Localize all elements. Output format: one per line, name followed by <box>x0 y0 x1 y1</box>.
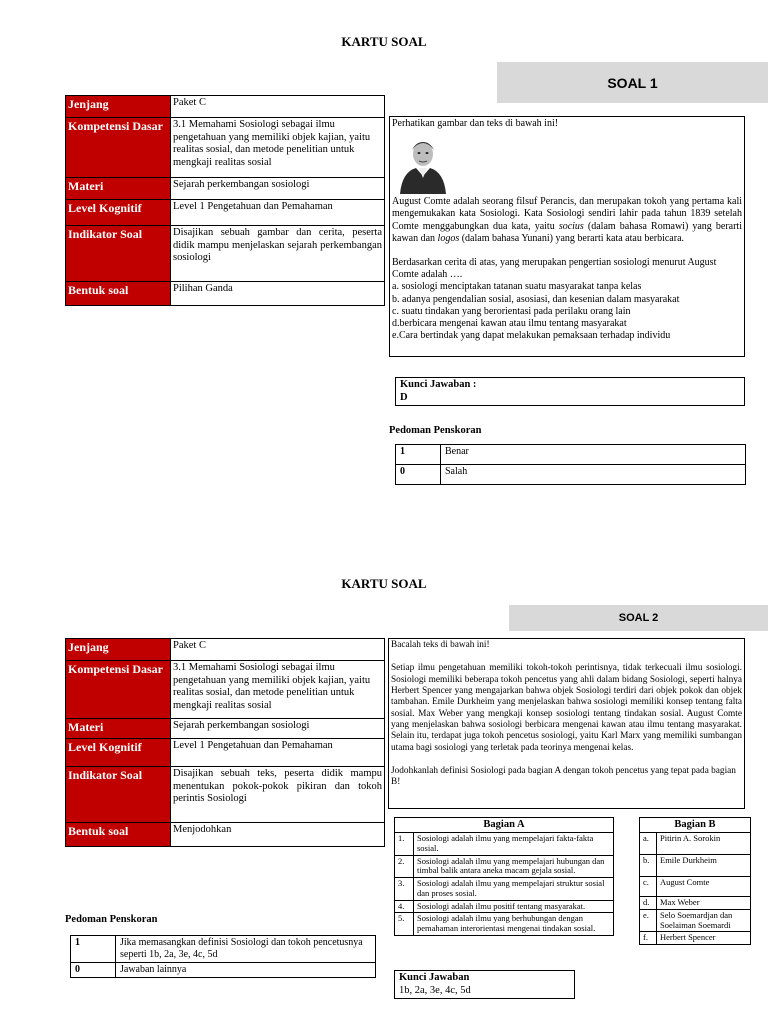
answer-key-label: Kunci Jawaban <box>399 972 470 983</box>
info-label: Materi <box>66 178 171 200</box>
info-value: Level 1 Pengetahuan dan Pemahaman <box>171 739 385 767</box>
answer-key-label: Kunci Jawaban : <box>400 379 477 390</box>
bagian-a-row <box>395 855 614 878</box>
answer-key-value: 1b, 2a, 3e, 4c, 5d <box>399 984 471 996</box>
card2-scoring-title: Pedoman Penskoran <box>65 914 158 925</box>
info-row <box>66 178 385 200</box>
question-intro: Perhatikan gambar dan teks di bawah ini! <box>392 118 559 129</box>
answer-key-value: D <box>400 391 408 403</box>
info-label: Kompetensi Dasar <box>66 118 171 178</box>
info-value: Sejarah perkembangan sosiologi <box>171 719 385 739</box>
info-label: Bentuk soal <box>66 282 171 306</box>
info-value: Pilihan Ganda <box>171 282 385 306</box>
card1-info-table <box>65 95 385 306</box>
item-text: Sosiologi adalah ilmu positif tentang masyarakat. <box>414 900 614 913</box>
bagian-b-row <box>640 909 751 932</box>
paragraph-part: August Comte adalah seorang filsuf Perancis, dan merupakan tokoh yang pertama kali mengemukakan kata Sosiologi. Kata Sosiologi sendiri lahir pada tahun 1839 setelah Comte menggabungkan dua kata, yaitu <box>392 196 742 232</box>
item-text: Emile Durkheim <box>657 855 751 877</box>
score-value: 0 <box>71 963 116 978</box>
score-desc: Benar <box>441 445 746 465</box>
info-label: Jenjang <box>66 96 171 118</box>
scoring-row <box>396 445 746 465</box>
item-letter: c. <box>640 877 657 897</box>
info-label: Level Kognitif <box>66 200 171 226</box>
bagian-a-table <box>394 817 614 936</box>
info-row <box>66 639 385 661</box>
question-paragraph <box>392 196 742 245</box>
card2-question-box <box>388 638 745 809</box>
card1-title: KARTU SOAL <box>341 34 427 49</box>
card2-soal-label: SOAL 2 <box>618 612 659 624</box>
info-value: 3.1 Memahami Sosiologi sebagai ilmu pengetahuan yang memiliki objek kajian, yaitu realitas sosial, dan metode penelitian untuk mengkaji realitas sosial <box>171 118 385 178</box>
score-desc: Jika memasangkan definisi Sosiologi dan tokoh pencetusnya seperti 1b, 2a, 3e, 4c, 5d <box>116 936 376 963</box>
info-label: Indikator Soal <box>66 226 171 282</box>
scoring-row <box>71 936 376 963</box>
card1-scoring-title: Pedoman Penskoran <box>389 425 482 436</box>
score-desc: Salah <box>441 465 746 485</box>
item-letter: a. <box>640 833 657 855</box>
card2-title: KARTU SOAL <box>341 576 427 591</box>
info-value: Disajikan sebuah gambar dan cerita, peserta didik mampu menjelaskan sejarah perkembangan sosiologi <box>171 226 385 282</box>
score-value: 0 <box>396 465 441 485</box>
card1-scoring-table <box>395 444 746 485</box>
option-b: b. adanya pengendalian sosial, asosiasi, dan kesenian dalam masyarakat <box>392 293 680 305</box>
info-label: Jenjang <box>66 639 171 661</box>
option-e: e.Cara bertindak yang dapat melakukan pemaksaan terhadap individu <box>392 330 671 342</box>
item-text: August Comte <box>657 877 751 897</box>
item-number: 4. <box>395 900 414 913</box>
item-number: 2. <box>395 855 414 878</box>
info-row <box>66 823 385 847</box>
info-label: Materi <box>66 719 171 739</box>
item-text: Sosiologi adalah ilmu yang mempelajari struktur sosial dan proses sosial. <box>414 878 614 901</box>
option-d: d.berbicara mengenai kawan atau ilmu tentang masyarakat <box>392 317 627 329</box>
item-number: 3. <box>395 878 414 901</box>
item-letter: b. <box>640 855 657 877</box>
info-value: Menjodohkan <box>171 823 385 847</box>
bagian-b-row <box>640 897 751 910</box>
bagian-b-row <box>640 932 751 945</box>
info-value: Paket C <box>171 639 385 661</box>
info-value: Disajikan sebuah teks, peserta didik mampu menentukan pokok-pokok pikiran dan tokoh perintis Sosiologi <box>171 767 385 823</box>
info-row <box>66 767 385 823</box>
question-paragraph: Setiap ilmu pengetahuan memiliki tokoh-tokoh perintisnya, tidak terkecuali ilmu sosiologi. Sosiologi memiliki beberapa tokoh pencetus yang ahli dalam bidang Sosiologi, seperti halnya Herbert Spencer yang mengajarkan bahwa objek Sosiologi terdiri dari objek pokok dan objek tambahan. Emile Durkheim yang menjelaskan bahwa sosiologi memiliki konsep tentang falta sosial. Max Weber yang mengkaji konsep sosiologi tentang tindakan sosial. August Comte yang menjelaskan bahwa sosiologi berbicara mengenai kawan atau ilmu tentang masyarakat. Selain itu, terdapat juga tokoh pencetus sosiologi, yaitu Karl Marx yang memiliki sumbangan utama bagi sosiologi yang terletak pada teorinya mengenai kelas. <box>391 663 742 753</box>
info-row <box>66 96 385 118</box>
info-row <box>66 282 385 306</box>
info-row <box>66 739 385 767</box>
bagian-b-row <box>640 833 751 855</box>
card2-answer-key <box>394 970 575 999</box>
card2-scoring-table <box>70 935 376 978</box>
portrait-image <box>392 132 454 194</box>
bagian-a-row <box>395 833 614 856</box>
question-intro: Bacalah teks di bawah ini! <box>391 640 490 650</box>
info-row <box>66 226 385 282</box>
item-text: Selo Soemardjan dan Soelaiman Soemardi <box>657 909 751 932</box>
item-text: Pitirin A. Sorokin <box>657 833 751 855</box>
info-row <box>66 661 385 719</box>
info-row <box>66 118 385 178</box>
scoring-row <box>396 465 746 485</box>
card2-soal-banner <box>509 605 768 631</box>
info-value: Sejarah perkembangan sosiologi <box>171 178 385 200</box>
bagian-b-table <box>639 817 751 945</box>
bagian-b-title: Bagian B <box>640 818 751 833</box>
info-value: Level 1 Pengetahuan dan Pemahaman <box>171 200 385 226</box>
item-text: Sosiologi adalah ilmu yang mempelajari fakta-fakta sosial. <box>414 833 614 856</box>
card1-question-box <box>389 116 745 357</box>
item-text: Sosiologi adalah ilmu yang mempelajari hubungan dan timbal balik antara aneka macam gejala sosial. <box>414 855 614 878</box>
card1-soal-label: SOAL 1 <box>607 74 658 91</box>
item-letter: e. <box>640 909 657 932</box>
card1-answer-key <box>395 377 745 406</box>
item-text: Max Weber <box>657 897 751 910</box>
scoring-row <box>71 963 376 978</box>
score-value: 1 <box>396 445 441 465</box>
paragraph-part: (dalam bahasa Romawi) yang berarti kawan dan <box>392 220 742 244</box>
bagian-b-row <box>640 877 751 897</box>
term-logos: logos <box>437 232 460 244</box>
info-label: Kompetensi Dasar <box>66 661 171 719</box>
info-row <box>66 200 385 226</box>
option-a: a. sosiologi menciptakan tatanan suatu masyarakat tanpa kelas <box>392 281 642 293</box>
term-socius: socius <box>558 220 584 232</box>
info-value: 3.1 Memahami Sosiologi sebagai ilmu pengetahuan yang memiliki objek kajian, yaitu realitas sosial, dan metode penelitian untuk mengkaji realitas sosial <box>171 661 385 719</box>
item-number: 1. <box>395 833 414 856</box>
item-number: 5. <box>395 913 414 936</box>
card2-info-table <box>65 638 385 847</box>
card1-soal-banner <box>497 62 768 103</box>
info-row <box>66 719 385 739</box>
item-text: Herbert Spencer <box>657 932 751 945</box>
score-desc: Jawaban lainnya <box>116 963 376 978</box>
comte-portrait <box>392 132 454 194</box>
info-label: Level Kognitif <box>66 739 171 767</box>
bagian-a-row <box>395 878 614 901</box>
bagian-b-row <box>640 855 751 877</box>
question-prompt: Berdasarkan cerita di atas, yang merupakan pengertian sosiologi menurut August Comte adalah …. <box>392 256 717 281</box>
info-label: Indikator Soal <box>66 767 171 823</box>
bagian-a-row <box>395 913 614 936</box>
item-letter: d. <box>640 897 657 910</box>
item-letter: f. <box>640 932 657 945</box>
item-text: Sosiologi adalah ilmu yang berhubungan dengan pemahaman interorientasi mengenai tindakan sosial. <box>414 913 614 936</box>
option-c: c. suatu tindakan yang berorientasi pada perilaku orang lain <box>392 305 631 317</box>
score-value: 1 <box>71 936 116 963</box>
paragraph-part: (dalam bahasa Yunani) yang berarti kata atau berbicara. <box>459 232 685 244</box>
bagian-a-row <box>395 900 614 913</box>
info-label: Bentuk soal <box>66 823 171 847</box>
bagian-a-title: Bagian A <box>395 818 614 833</box>
question-prompt: Jodohkanlah definisi Sosiologi pada bagian A dengan tokoh pencetus yang tepat pada bagian B! <box>391 765 736 788</box>
info-value: Paket C <box>171 96 385 118</box>
